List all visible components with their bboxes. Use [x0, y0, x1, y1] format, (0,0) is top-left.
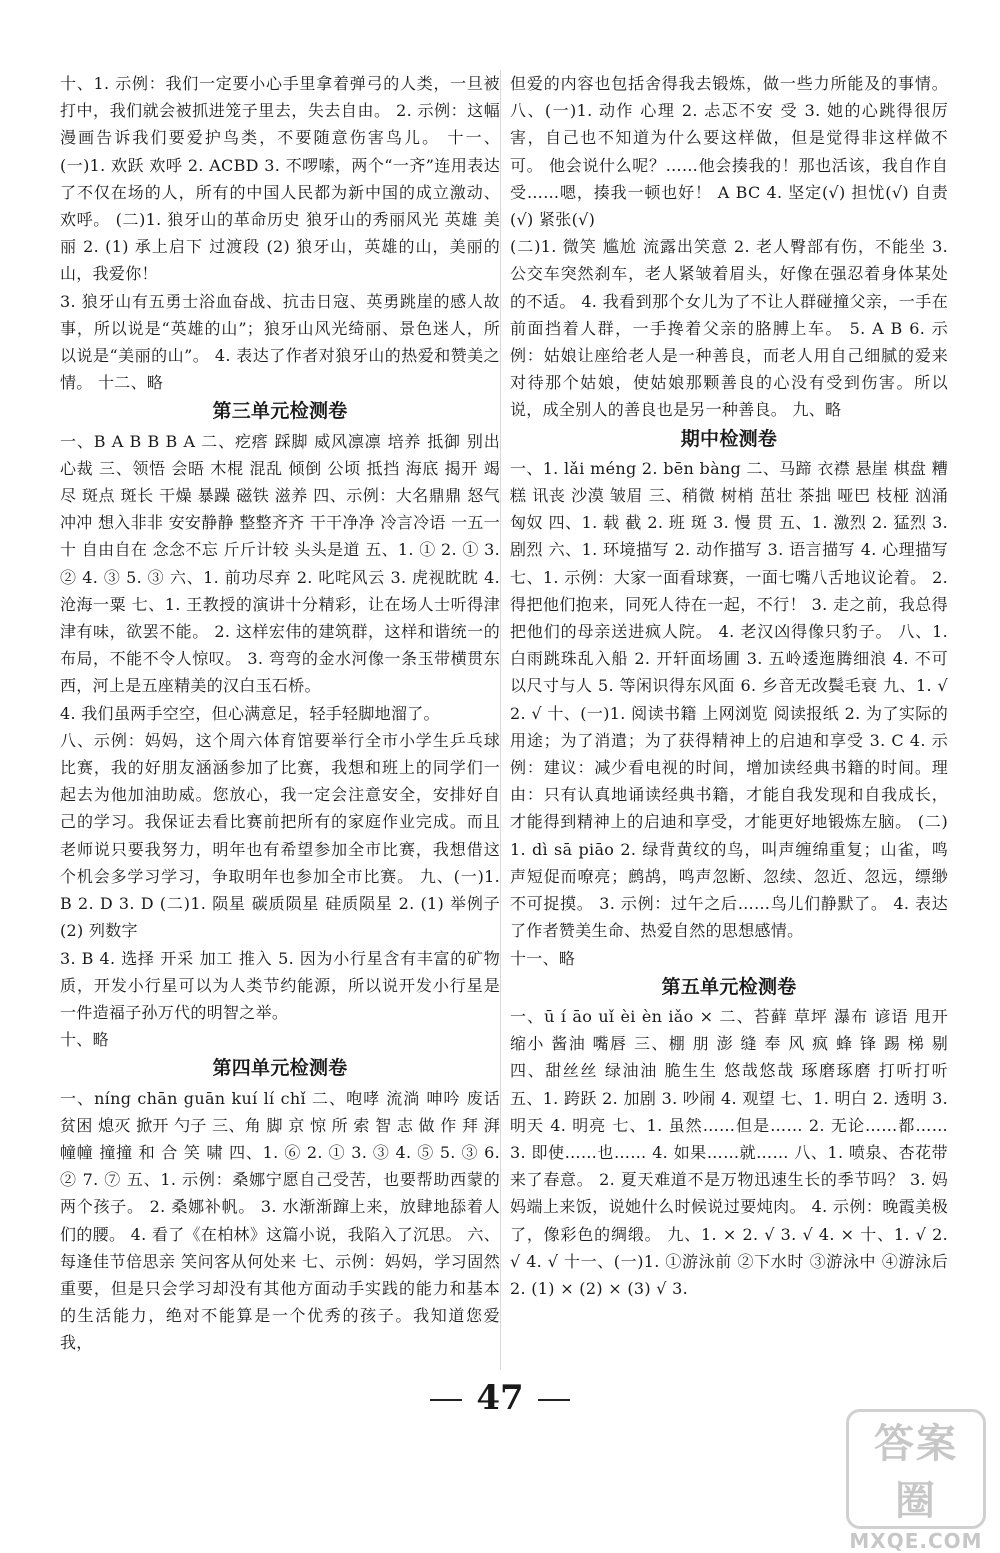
page-number-right-dash [538, 1399, 570, 1401]
watermark-logo [846, 1409, 986, 1553]
section-heading: 第三单元检测卷 [212, 400, 348, 423]
answer-paragraph: 但爱的内容也包括舍得我去锻炼，做一些力所能及的事情。 八、(一)1. 动作 心理 2. 忐忑不安 受 3. 她的心跳得很厉害，自己也不知道为什么要这样做，但是觉得非这样做不可。 他会说什么呢？……他会揍我的！那也活该，我自作自受……嗯，揍我一顿也好！ A BC 4. 坚定(√) 担忧(√) 自责(√) 紧张(√) [510, 74, 948, 230]
answer-paragraph: 一、1. lǎi méng 2. bēn bàng 二、马蹄 衣襟 悬崖 棋盘 糟糕 讯丧 沙漠 皱眉 三、稍微 树梢 茁壮 茶拙 哑巴 枝桠 汹涌 匈奴 四、1. 载 截 2. 班 斑 3. 慢 贯 五、1. 激烈 2. 猛烈 3. 剧烈 六、1. 环境描写 2. 动作描写 3. 语言描写 4. 心理描写 七、1. 示例：大家一面看球赛，一面七嘴八舌地议论着。 2. 得把他们抱来，同死人待在一起，不行！ 3. 走之前，我总得把他们的母亲送进疯人院。 4. 老汉凶得像只豹子。 八、1. 白雨跳珠乱入船 2. 开轩面场圃 3. 五岭逶迤腾细浪 4. 不可以尺寸与人 5. 等闲识得东风面 6. 乡音无改鬓毛衰 九、1. √ 2. √ 十、(一)1. 阅读书籍 上网浏览 阅读报纸 2. 为了实际的用途；为了消遣；为了获得精神上的启迪和享受 3. C 4. 示例：建议：减少看电视的时间，增加读经典书籍的时间。理由：只有认真地诵读经典书籍，才能自我发现和自我成长，才能得到精神上的启迪和享受，才能更好地锻炼左脑。 (二) 1. dì sā piāo 2. 绿背黄纹的鸟，叫声缠绵重复；山雀，鸣声短促而嘹亮；鹧鸪，鸣声忽断、忽续、忽近、忽远，缥缈不可捉摸。 3. 示例：过午之后……鸟儿们静默了。 4. 表达了作者赞美生命、热爱自然的思想感情。 [510, 458, 948, 941]
page-number-left-dash [430, 1399, 462, 1401]
answer-paragraph: 4. 我们虽两手空空，但心满意足，轻手轻脚地溜了。 [60, 703, 440, 723]
section-heading: 期中检测卷 [680, 427, 778, 450]
answer-paragraph: 十、1. 示例：我们一定要小心手里拿着弹弓的人类，一旦被打中，我们就会被抓进笼子里去，失去自由。 2. 示例：这幅漫画告诉我们要爱护鸟类，不要随意伤害鸟儿。 十一、(一)1. 欢跃 欢呼 2. ACBD 3. 不啰嗦，两个“一齐”连用表达了不仅在场的人，所有的中国人民都为新中国的成立激动、欢呼。 (二)1. 狼牙山的革命历史 狼牙山的秀丽风光 英雄 美丽 2. (1) 承上启下 过渡段 (2) 狼牙山，英雄的山，美丽的山，我爱你！ [60, 74, 500, 284]
answer-paragraph: 3. B 4. 选择 开采 加工 推入 5. 因为小行星含有丰富的矿物质，开发小行星可以为人类节约能源，所以说开发小行星是一件造福子孙万代的明智之举。 [60, 948, 500, 1022]
answer-paragraph: 一、B A B B B A 二、疙瘩 踩脚 威风凛凛 培养 抵御 别出心裁 三、领悟 会晤 木棍 混乱 倾倒 公顷 抵挡 海底 揭开 竭尽 斑点 斑长 干燥 暴躁 磁铁 滋养 四、示例：大名鼎鼎 怒气冲冲 想入非非 安安静静 整整齐齐 干干净净 冷言冷语 一五一十 自由自在 念念不忘 斤斤计较 头头是道 五、1. ① 2. ① 3. ② 4. ③ 5. ③ 六、1. 前功尽弃 2. 叱咤风云 3. 虎视眈眈 4. 沧海一粟 七、1. 王教授的演讲十分精彩，让在场人士听得津津有味，欲罢不能。 2. 这样宏伟的建筑群，这样和谐统一的布局，不能不令人惊叹。 3. 弯弯的金水河像一条玉带横贯东西，河上是五座精美的汉白玉石桥。 [60, 431, 500, 696]
answer-paragraph: 一、níng chān guān kuí lí chǐ 二、咆哮 流淌 呻吟 废话 贫困 熄灭 掀开 勺子 三、角 脚 京 惊 所 索 智 志 做 作 拜 湃 幢幢 撞撞 和 合 笑 啸 四、1. ⑥ 2. ① 3. ③ 4. ⑤ 5. ③ 6. ② 7. ⑦ 五、1. 示例：桑娜宁愿自己受苦，也要帮助西蒙的两个孩子。 2. 桑娜补帆。 3. 水渐渐蹿上来，放肆地舔着人们的腰。 4. 看了《在柏林》这篇小说，我陷入了沉思。 六、每逢佳节倍思亲 笑问客从何处来 七、示例：妈妈，学习固然重要，但是只会学习却没有其他方面动手实践的能力和基本的生活能力，绝对不能算是一个优秀的孩子。我知道您爱我， [60, 1088, 500, 1353]
page-number-text: 47 [476, 1378, 524, 1418]
answer-paragraph: 十、略 [60, 1030, 109, 1050]
watermark-url: MXQE.COM [849, 1529, 983, 1553]
section-heading: 第五单元检测卷 [661, 975, 797, 998]
answer-paragraph: 一、ū í āo uǐ èi èn iǎo × 二、苔藓 草坪 瀑布 谚语 甩开 缩小 酱油 嘴唇 三、棚 朋 澎 缝 奉 风 疯 蜂 锋 踢 梯 剔 四、甜丝丝 绿油油 脆生生 悠哉悠哉 琢磨琢磨 打听打听 五、1. 跨跃 2. 加剧 3. 吵闹 4. 观望 七、1. 明白 2. 透明 3. 明天 4. 明亮 七、1. 虽然……但是…… 2. 无论……都…… 3. 即使……也…… 4. 如果……就…… 八、1. 喷泉、杏花带来了春意。 2. 夏天难道不是万物迅速生长的季节吗？ 3. 妈妈端上来饭，说她什么时候说过要炖肉。 4. 示例：晚霞美极了，像彩色的绸缎。 九、1. × 2. √ 3. √ 4. × 十、1. √ 2. √ 4. √ 十一、(一)1. ①游泳前 ②下水时 ③游泳中 ④游泳后 2. (1) × (2) × (3) √ 3. [510, 1006, 948, 1298]
answer-paragraph: 十一、略 [510, 948, 576, 968]
right-column [510, 70, 948, 1302]
answer-paragraph: 八、示例：妈妈，这个周六体育馆要举行全市小学生乒乓球比赛，我的好朋友涵涵参加了比赛，我想和班上的同学们一起去为他加油助威。您放心，我一定会注意安全，安排好自己的学习。我保证去看比赛前把所有的家庭作业完成。而且老师说只要我努力，明年也有希望参加全市比赛，我想借这个机会多学习学习，争取明年也参加全市比赛。 九、(一)1. B 2. D 3. D (二)1. 陨星 碳质陨星 硅质陨星 2. (1) 举例子 (2) 列数字 [60, 730, 500, 941]
section-heading: 第四单元检测卷 [212, 1057, 348, 1080]
column-divider [500, 70, 501, 1370]
answer-paragraph: 3. 狼牙山有五勇士浴血奋战、抗击日寇、英勇跳崖的感人故事，所以说是“英雄的山”；狼牙山风光绮丽、景色迷人，所以说是“美丽的山”。 4. 表达了作者对狼牙山的热爱和赞美之情。 十二、略 [60, 291, 500, 393]
left-column [60, 70, 500, 1357]
answer-paragraph: (二)1. 微笑 尴尬 流露出笑意 2. 老人臀部有伤，不能坐 3. 公交车突然刹车，老人紧皱着眉头，好像在强忍着身体某处的不适。 4. 我看到那个女儿为了不让人群碰撞父亲，一手在前面挡着人群，一手搀着父亲的胳膊上车。 5. A B 6. 示例：姑娘让座给老人是一种善良，而老人用自己细腻的爱来对待那个姑娘，使姑娘那颗善良的心没有受到伤害。所以说，成全别人的善良也是另一种善良。 九、略 [510, 237, 948, 420]
watermark-logo-text: 答案圈 [846, 1409, 986, 1529]
